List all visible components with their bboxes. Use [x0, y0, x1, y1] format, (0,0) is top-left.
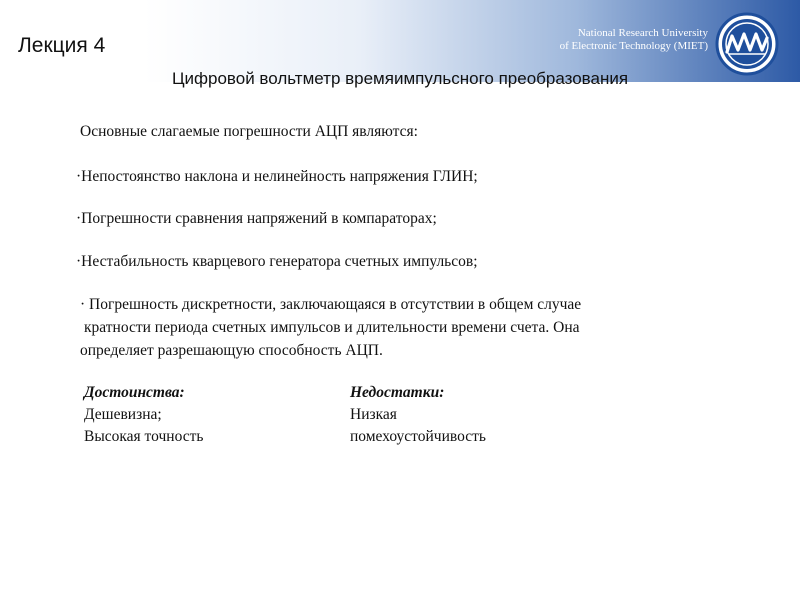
university-line-2: of Electronic Technology (MIET)	[559, 40, 708, 52]
cons-item: Низкая	[350, 406, 397, 423]
university-line-1: National Research University	[577, 27, 708, 39]
bullet-item: ·Непостоянство наклона и нелинейность напряжения ГЛИН;	[76, 168, 478, 185]
miet-logo-icon	[715, 12, 779, 76]
slide-title: Цифровой вольтметр времяимпульсного преобразования	[171, 69, 629, 88]
bullet-item: ·Погрешности сравнения напряжений в компараторах;	[76, 210, 437, 227]
intro-text: Основные слагаемые погрешности АЦП являются:	[80, 123, 418, 140]
pros-item: Высокая точность	[84, 428, 204, 445]
bullet-item-line: кратности периода счетных импульсов и длительности времени счета. Она	[84, 319, 580, 336]
bullet-item-line: · Погрешность дискретности, заключающаяся в отсутствии в общем случае	[80, 296, 582, 313]
lecture-number: Лекция 4	[18, 34, 106, 57]
pros-item: Дешевизна;	[84, 406, 162, 423]
cons-heading: Недостатки:	[350, 384, 445, 401]
bullet-item: ·Нестабильность кварцевого генератора счетных импульсов;	[76, 253, 478, 270]
university-name	[560, 27, 708, 53]
pros-heading: Достоинства:	[84, 384, 185, 401]
cons-item: помехоустойчивость	[350, 428, 486, 445]
bullet-item-line: определяет разрешающую способность АЦП.	[80, 342, 383, 359]
